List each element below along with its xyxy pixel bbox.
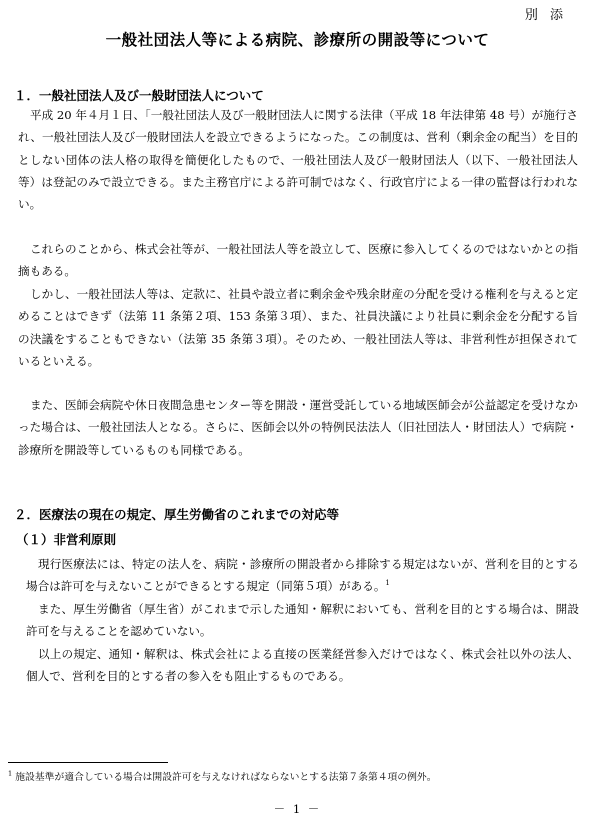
footnote-number: 1 bbox=[8, 769, 13, 778]
page-number: － 1 － bbox=[273, 802, 322, 816]
section-2-heading: ２．医療法の現在の規定、厚生労働省のこれまでの対応等 bbox=[14, 507, 340, 522]
footnote bbox=[8, 769, 437, 783]
section-1-paragraph-2: これらのことから、株式会社等が、一般社団法人等を設立して、医療に参入してくるのではないかとの指摘もある。 bbox=[18, 242, 578, 279]
section-2-paragraph-3: 以上の規定、通知・解釈は、株式会社による直接の医業経営参入だけではなく、株式会社以外の法人、個人で、営利を目的とする者の参入をも阻止するものである。 bbox=[26, 647, 579, 684]
section-2-paragraph-2: また、厚生労働省（厚生省）がこれまで示した通知・解釈においても、営利を目的とする場合は、開設許可を与えることを認めていない。 bbox=[26, 602, 579, 639]
footnote-text: 施設基準が適合している場合は開設許可を与えなければならないとする法第７条第４項の例外。 bbox=[15, 772, 437, 783]
section-2-subheading: （１）非営利原則 bbox=[16, 532, 117, 547]
section-2-paragraph-1-text: 現行医療法には、特定の法人を、病院・診療所の開設者から排除する規定はないが、営利を目的とする場合は許可を与えないことができるとする規定（同第５項）がある。 bbox=[26, 557, 579, 594]
attachment-label: 別 添 bbox=[524, 8, 567, 23]
footnote-divider bbox=[8, 762, 168, 763]
section-1-paragraph-3: しかし、一般社団法人等は、定款に、社員や設立者に剰余金や残余財産の分配を受ける権利を与えると定めることはできず（法第 11 条第２項、153 条第３項）、また、社員決議により社員に剰余金を分配する旨の決議をすることもできない（法第 35 条第３項）。そのため、一般社団法人等は、非営利性が担保されているといえる。 bbox=[18, 287, 578, 368]
section-2-paragraph-1 bbox=[26, 553, 579, 598]
section-1-paragraph-1: 平成 20 年４月１日、「一般社団法人及び一般財団法人に関する法律（平成 18 年法律第 48 号）が施行され、一般社団法人及び一般財団法人を設立できるようになった。この制度は、営利（剰余金の配当）を目的としない団体の法人格の取得を簡便化したもので、一般社団法人及び一般財団法人（以下、一般社団法人等）は登記のみで設立できる。また主務官庁による許可制ではなく、行政官庁による一律の監督は行われない。 bbox=[18, 108, 578, 212]
page-title: 一般社団法人等による病院、診療所の開設等について bbox=[105, 30, 490, 49]
footnote-reference: 1 bbox=[385, 579, 390, 588]
section-1-heading: １．一般社団法人及び一般財団法人について bbox=[14, 88, 264, 103]
section-1-paragraph-4: また、医師会病院や休日夜間急患センター等を開設・運営受託している地域医師会が公益認定を受けなかった場合は、一般社団法人となる。さらに、医師会以外の特例民法法人（旧社団法人・財団法人）で病院・診療所を開設等しているものも同様である。 bbox=[18, 398, 578, 457]
